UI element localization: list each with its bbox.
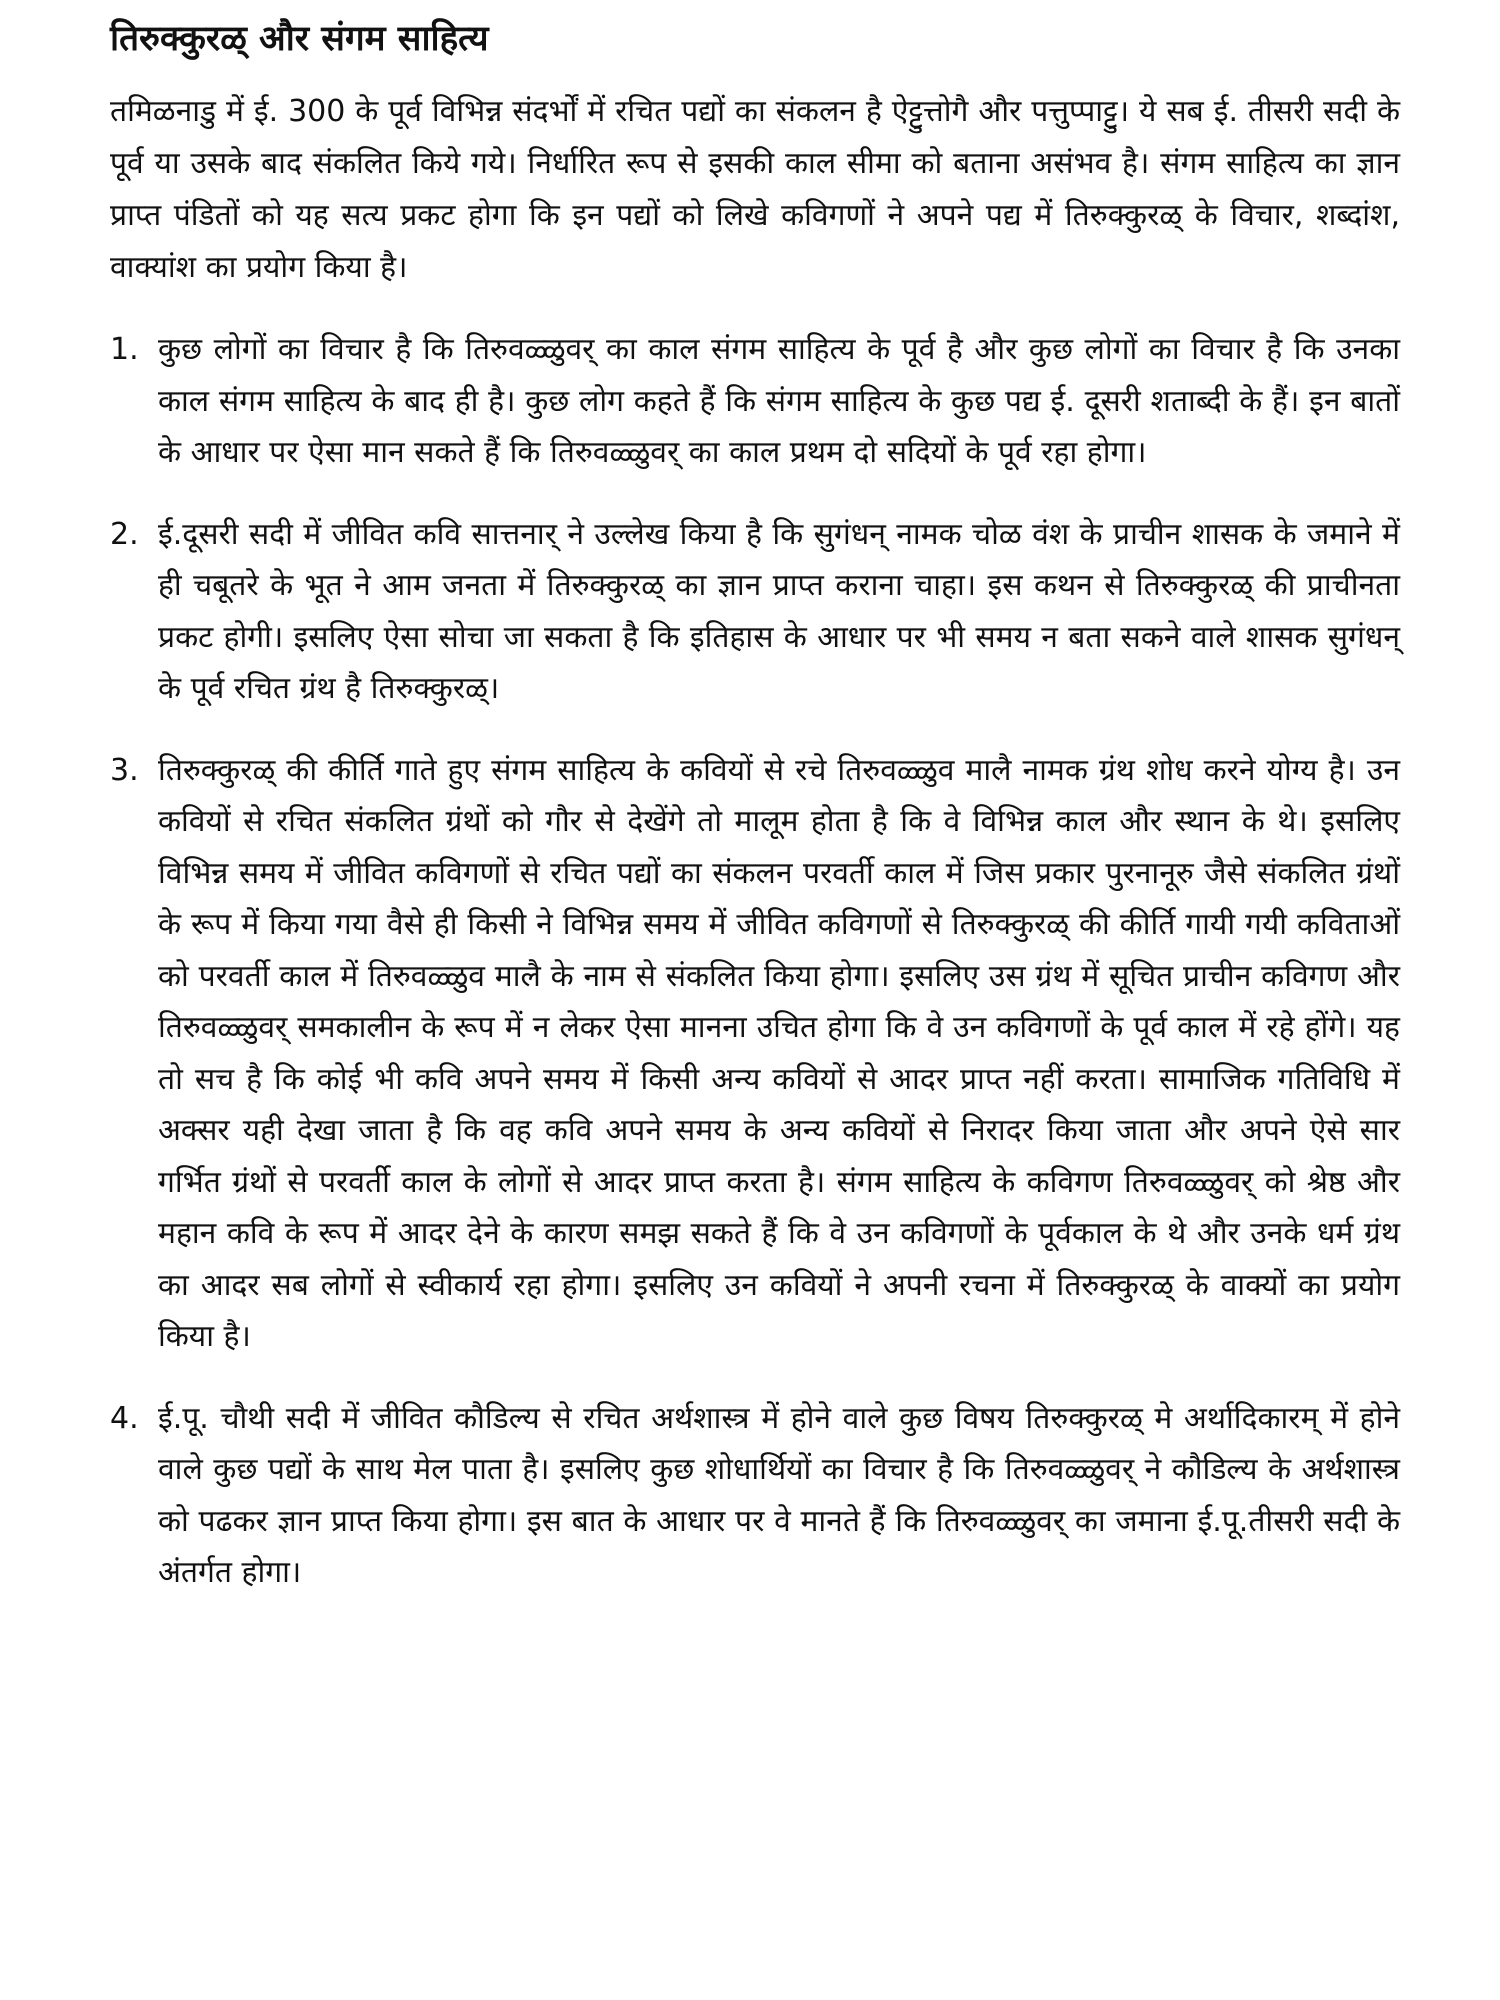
list-item-text: ई.पू. चौथी सदी में जीवित कौडिल्य से रचित अर्थशास्त्र में होने वाले कुछ विषय तिरुक्कुरळ् मे अर्थादिकारम् में होने वाले कुछ पद्यों के साथ मेल पाता है। इसलिए कुछ शोधार्थियों का विचार है कि तिरुवळ्ळुवर् ने कौडिल्य के अर्थशास्त्र को पढकर ज्ञान प्राप्त किया होगा। इस बात के आधार पर वे मानते हैं कि तिरुवळ्ळुवर् का जमाना ई.पू.तीसरी सदी के अंतर्गत होगा। [158,1400,1400,1590]
page-title: तिरुक्कुरळ् और संगम साहित्य [110,19,489,59]
list-item-number: 4. [110,1400,139,1436]
list-item-number: 1. [110,332,139,367]
intro-paragraph: तमिळनाडु में ई. 300 के पूर्व विभिन्न संदर्भों में रचित पद्यों का संकलन है ऐट्टुत्तोगै और पत्तुप्पाट्टु। ये सब ई. तीसरी सदी के पूर्व या उसके बाद संकलित किये गये। निर्धारित रूप से इसकी काल सीमा को बताना असंभव है। संगम साहित्य का ज्ञान प्राप्त पंडितों को यह सत्य प्रकट होगा कि इन पद्यों को लिखे कविगणों ने अपने पद्य में तिरुक्कुरळ् के विचार, शब्दांश, वाक्यांश का प्रयोग किया है। [110,94,1400,285]
list-item [110,509,1400,715]
points-list [110,324,1400,1599]
list-item-text: तिरुक्कुरळ् की कीर्ति गाते हुए संगम साहित्य के कवियों से रचे तिरुवळ्ळुव मालै नामक ग्रंथ शोध करने योग्य है। उन कवियों से रचित संकलित ग्रंथों को गौर से देखेंगे तो मालूम होता है कि वे विभिन्न काल और स्थान के थे। इसलिए विभिन्न समय में जीवित कविगणों से रचित पद्यों का संकलन परवर्ती काल में जिस प्रकार पुरनानूरु जैसे संकलित ग्रंथों के रूप में किया गया वैसे ही किसी ने विभिन्न समय में जीवित कविगणों से तिरुक्कुरळ् की कीर्ति गायी गयी कविताओं को परवर्ती काल में तिरुवळ्ळुव मालै के नाम से संकलित किया होगा। इसलिए उस ग्रंथ में सूचित प्राचीन कविगण और तिरुवळ्ळुवर् समकालीन के रूप में न लेकर ऐसा मानना उचित होगा कि वे उन कविगणों के पूर्व काल में रहे होंगे। यह तो सच है कि कोई भी कवि अपने समय में किसी अन्य कवियों से आदर प्राप्त नहीं करता। सामाजिक गतिविधि में अक्सर यही देखा जाता है कि वह कवि अपने समय के अन्य कवियों से निरादर किया जाता और अपने ऐसे सार गर्भित ग्रंथों से परवर्ती काल के लोगों से आदर प्राप्त करता है। संगम साहित्य के कविगण तिरुवळ्ळुवर् को श्रेष्ठ और महान कवि के रूप में आदर देने के कारण समझ सकते हैं कि वे उन कविगणों के पूर्वकाल के थे और उनके धर्म ग्रंथ का आदर सब लोगों से स्वीकार्य रहा होगा। इसलिए उन कवियों ने अपनी रचना में तिरुक्कुरळ् के वाक्यों का प्रयोग किया है। [158,752,1400,1354]
list-item [110,1393,1400,1599]
list-item-number: 3. [110,752,139,788]
list-item [110,745,1400,1363]
list-item-text: ई.दूसरी सदी में जीवित कवि सात्तनार् ने उल्लेख किया है कि सुगंधन् नामक चोळ वंश के प्राचीन शासक के जमाने में ही चबूतरे के भूत ने आम जनता में तिरुक्कुरळ् का ज्ञान प्राप्त कराना चाहा। इस कथन से तिरुक्कुरळ् की प्राचीनता प्रकट होगी। इसलिए ऐसा सोचा जा सकता है कि इतिहास के आधार पर भी समय न बता सकने वाले शासक सुगंधन् के पूर्व रचित ग्रंथ है तिरुक्कुरळ्। [158,516,1400,706]
list-item-text: कुछ लोगों का विचार है कि तिरुवळ्ळुवर् का काल संगम साहित्य के पूर्व है और कुछ लोगों का विचार है कि उनका काल संगम साहित्य के बाद ही है। कुछ लोग कहते हैं कि संगम साहित्य के कुछ पद्य ई. दूसरी शताब्दी के हैं। इन बातों के आधार पर ऐसा मान सकते हैं कि तिरुवळ्ळुवर् का काल प्रथम दो सदियों के पूर्व रहा होगा। [158,332,1400,470]
document-page [110,14,1400,1629]
list-item [110,324,1400,479]
list-item-number: 2. [110,516,139,552]
